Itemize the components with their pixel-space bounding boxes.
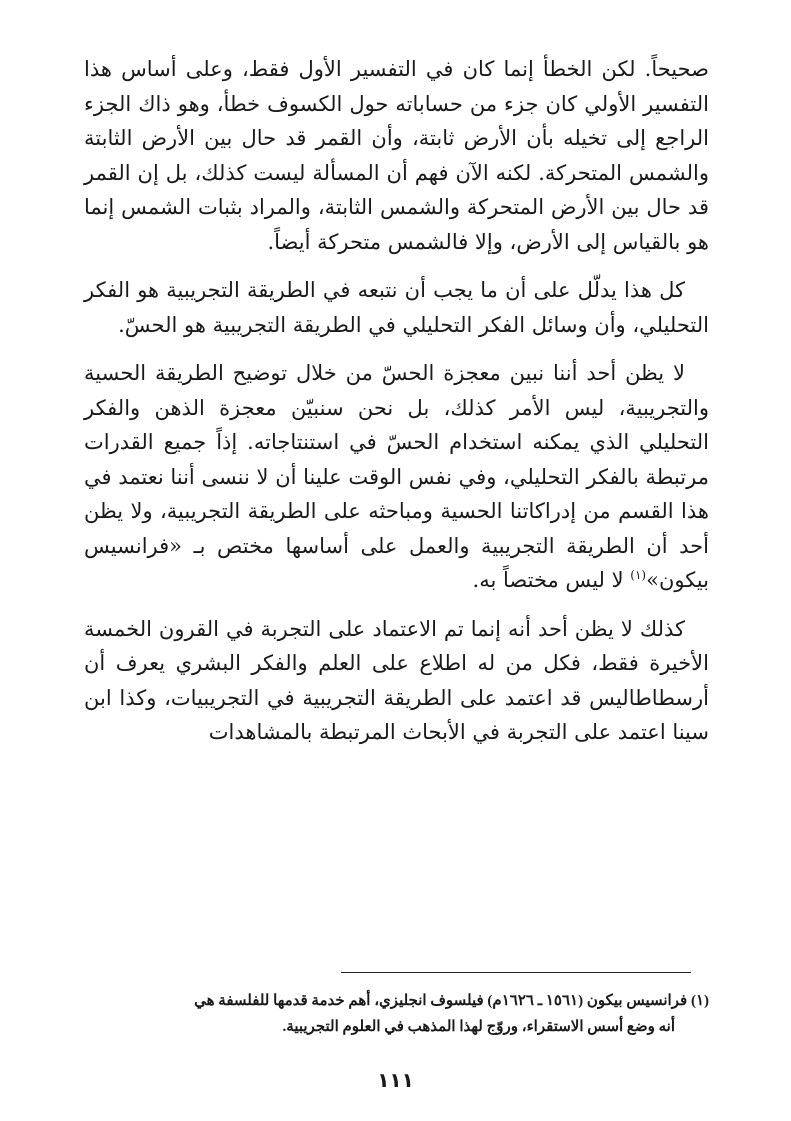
footnote-1-continuation	[84, 1014, 709, 1040]
paragraph-1-text: صحيحاً. لكن الخطأ إنما كان في التفسير الأول فقط، وعلى أساس هذا التفسير الأولي كان جزء من حساباته حول الكسوف خطأ، وهو ذاك الجزء الراجع إلى تخيله بأن الأرض ثابتة، وأن القمر قد حال بين الأرض الثابتة والشمس المتحركة. لكنه الآن فهم أن المسألة ليست كذلك، بل إن القمر قد حال بين الأرض المتحركة والشمس الثابتة، والمراد بثبات الشمس إنما هو بالقياس إلى الأرض، وإلا فالشمس متحركة أيضاً.	[84, 57, 709, 254]
footnotes-section	[84, 988, 709, 1040]
paragraph-3	[84, 356, 709, 598]
paragraph-1	[84, 52, 709, 259]
footnote-divider	[341, 972, 691, 973]
paragraph-4-text: كذلك لا يظن أحد أنه إنما تم الاعتماد على التجربة في القرون الخمسة الأخيرة فقط، فكل من له اطلاع على العلم والفكر البشري يعرف أن أرسطاطاليس قد اعتمد على الطريقة التجريبية في التجريبيات، وكذا ابن سينا اعتمد على التجربة في الأبحاث المرتبطة بالمشاهدات	[84, 616, 709, 744]
paragraph-2-text: كل هذا يدلّل على أن ما يجب أن نتبعه في الطريقة التجريبية هو الفكر التحليلي، وأن وسائل الفكر التحليلي في الطريقة التجريبية هو الحسّ.	[84, 278, 709, 337]
paragraph-4	[84, 612, 709, 750]
footnote-1-line-1: فرانسيس بيكون (١٥٦١ ـ ١٦٢٦م) فيلسوف انجليزي، أهم خدمة قدمها للفلسفة هي	[194, 993, 688, 1009]
footnote-1-line-2: أنه وضع أسس الاستقراء، وروّج لهذا المذهب في العلوم التجريبية.	[282, 1019, 675, 1035]
paragraph-3-text-after: لا ليس مختصاً به.	[472, 568, 631, 592]
footnote-reference[interactable]: (١)	[630, 568, 647, 582]
page-number: ١١١	[377, 1068, 414, 1092]
paragraph-2	[84, 273, 709, 342]
footnote-1	[84, 988, 709, 1014]
footnote-number: (١)	[690, 993, 709, 1009]
paragraph-3-text-before: لا يظن أحد أننا نبين معجزة الحسّ من خلال توضيح الطريقة الحسية والتجريبية، ليس الأمر كذلك، بل نحن سنبيّن معجزة الذهن والفكر التحليلي الذي يمكنه استخدام الحسّ في استنتاجاته. إذاً جميع القدرات مرتبطة بالفكر التحليلي، وفي نفس الوقت علينا أن لا ننسى أننا نعتمد في هذا القسم من إدراكاتنا الحسية ومباحثه على الطريقة التجريبية، ولا يظن أحد أن الطريقة التجريبية والعمل على أساسها مختص بـ «فرانسيس بيكون»	[83, 361, 709, 592]
